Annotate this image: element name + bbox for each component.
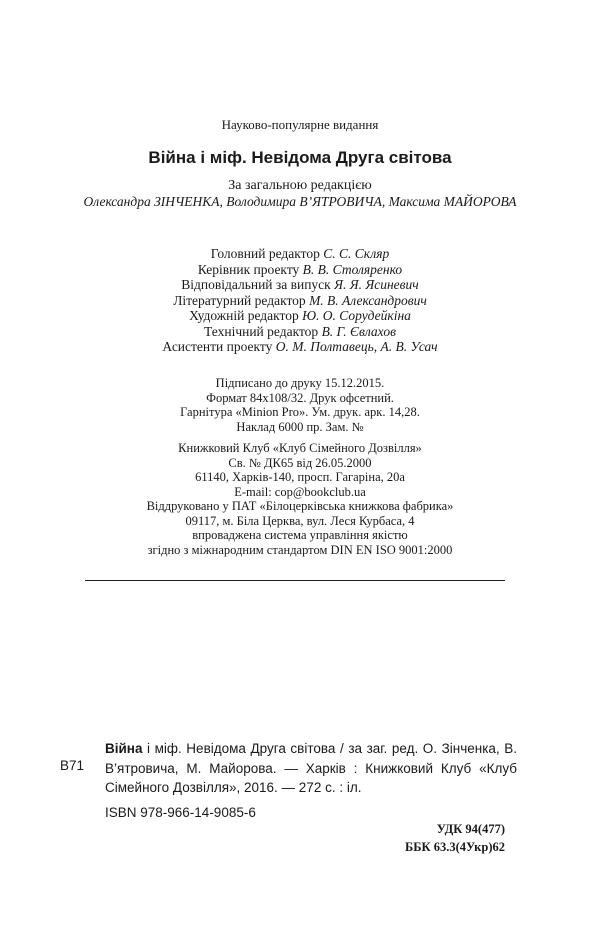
staff-person: Ю. О. Сорудейкіна bbox=[302, 308, 411, 323]
staff-role: Технічний редактор bbox=[204, 323, 319, 339]
publisher-line: E-mail: cop@bookclub.ua bbox=[234, 484, 366, 499]
publisher-info bbox=[0, 441, 600, 499]
staff-row bbox=[0, 308, 600, 324]
bibliographic-title-word: Війна bbox=[105, 741, 143, 756]
staff-row bbox=[0, 324, 600, 340]
staff-role: Літературний редактор bbox=[173, 292, 306, 308]
staff-role: Художній редактор bbox=[189, 308, 299, 323]
staff-row bbox=[0, 262, 600, 278]
printer-info bbox=[0, 499, 600, 557]
staff-person: Я. Я. Ясиневич bbox=[334, 277, 419, 292]
printer-line: Віддруковано у ПАТ «Білоцерківська книжкова фабрика» bbox=[146, 499, 454, 513]
printer-line: 09117, м. Біла Церква, вул. Леся Курбаса, 4 bbox=[185, 513, 415, 528]
staff-role: Керівник проекту bbox=[197, 261, 300, 277]
printer-line: згідно з міжнародним стандартом DIN EN ISO 9001:2000 bbox=[147, 542, 453, 557]
print-info-line: Наклад 6000 пр. Зам. № bbox=[236, 419, 364, 434]
staff-row bbox=[0, 339, 600, 355]
section-divider bbox=[85, 580, 505, 581]
publisher-line: Книжковий Клуб «Клуб Сімейного Дозвілля» bbox=[178, 441, 422, 455]
print-info-line: Формат 84х108/32. Друк офсетний. bbox=[206, 390, 394, 405]
book-title: Війна і міф. Невідома Друга світова bbox=[148, 148, 452, 167]
bibliographic-text: і міф. Невідома Друга світова / за заг. ред. О. Зінченка, В. В’ятровича, М. Майорова. — Харків : Книжковий Клуб «Клуб Сімейного Дозвілля», 2016. — 272 с. : іл. bbox=[105, 741, 517, 795]
bbk-code: ББК 63.3(4Укр)62 bbox=[405, 840, 505, 854]
staff-person: С. С. Скляр bbox=[323, 246, 390, 261]
staff-row bbox=[0, 246, 600, 262]
staff-person: М. В. Александрович bbox=[309, 292, 427, 308]
staff-role: Головний редактор bbox=[210, 246, 320, 261]
staff-row bbox=[0, 293, 600, 309]
printer-line: впроваджена система управління якістю bbox=[192, 528, 408, 542]
publisher-line: 61140, Харків-140, просп. Гагаріна, 20а bbox=[195, 470, 405, 484]
staff-person: О. М. Полтавець, А. В. Усач bbox=[275, 339, 438, 354]
print-info-line: Гарнітура «Minion Pro». Ум. друк. арк. 14,28. bbox=[180, 405, 420, 419]
staff-person: В. Г. Євлахов bbox=[321, 323, 396, 339]
edition-type: Науково-популярне видання bbox=[221, 117, 379, 132]
isbn: ISBN 978-966-14-9085-6 bbox=[105, 805, 256, 820]
catalog-code: В71 bbox=[60, 758, 85, 773]
print-info-line: Підписано до друку 15.12.2015. bbox=[215, 376, 385, 390]
staff-row bbox=[0, 277, 600, 293]
publisher-line: Св. № ДК65 від 26.05.2000 bbox=[228, 455, 372, 470]
staff-list bbox=[0, 246, 600, 355]
editors-names: Олександра ЗІНЧЕНКА, Володимира В’ЯТРОВИЧА, Максима МАЙОРОВА bbox=[83, 194, 517, 209]
staff-role: Асистенти проекту bbox=[162, 339, 273, 354]
udk-code: УДК 94(477) bbox=[436, 822, 505, 836]
staff-role: Відповідальний за випуск bbox=[181, 277, 331, 292]
bibliographic-description bbox=[105, 739, 517, 798]
print-info bbox=[0, 376, 600, 434]
staff-person: В. В. Столяренко bbox=[302, 261, 403, 277]
editors-intro: За загальною редакцією bbox=[228, 178, 372, 193]
